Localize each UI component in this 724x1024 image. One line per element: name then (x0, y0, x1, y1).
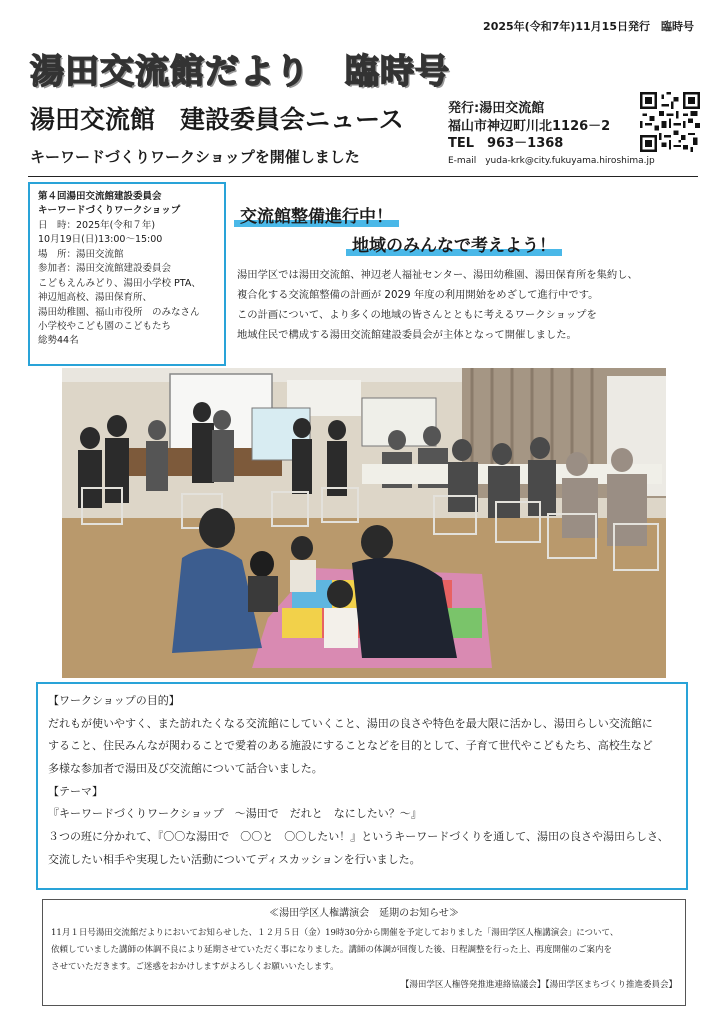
info-line: 10月19日(日)13:00～15:00 (38, 234, 163, 246)
info-line: 場 所：湯田交流館 (38, 248, 124, 260)
info-line: 小学校やこども園のこどもたち (38, 320, 172, 332)
issue-date: 2025年(令和7年)11月15日発行 臨時号 (483, 20, 694, 33)
purpose-line: 多様な参加者で湯田及び交流館について話合いました。 (48, 761, 323, 775)
publisher-label: 発行:湯田交流館 (448, 101, 545, 116)
intro-paragraph (237, 266, 707, 345)
publisher-email[interactable]: E-mail yuda-krk@city.fukuyama.hiroshima.jp (448, 155, 655, 166)
info-line: 総勢44名 (38, 335, 79, 347)
publisher-address: 福山市神辺町川北1126－2 (448, 118, 611, 134)
event-info-box (28, 182, 226, 366)
qr-code-icon[interactable] (640, 92, 700, 152)
newsletter-title: 湯田交流館だより 臨時号 (30, 52, 450, 92)
workshop-purpose-box (36, 682, 688, 890)
publisher-tel: TEL 963－1368 (448, 136, 564, 152)
info-line: 第４回湯田交流館建設委員会 (38, 191, 162, 202)
info-line: 参加者：湯田交流館建設委員会 (38, 263, 172, 275)
purpose-line: だれもが使いやすく、また訪れたくなる交流館にしていくこと、湯田の良さや特色を最大限に活かし、湯田らしい交流館に (48, 716, 653, 730)
info-line: 神辺旭高校、湯田保育所、 (38, 292, 153, 304)
theme-line: ３つの班に分かれて、『〇〇な湯田で 〇〇と 〇〇したい！』というキーワードづくりを通して、湯田の良さや湯田らしさ、 (48, 829, 669, 843)
notice-title: ≪湯田学区人権講演会 延期のお知らせ≫ (269, 908, 459, 919)
notice-line: させていただきます。ご迷惑をおかけしますがよろしくお願いいたします。 (51, 962, 339, 973)
intro-line: この計画について、より多くの地域の皆さんとともに考えるワークショップを (237, 308, 597, 321)
publisher-info (448, 100, 655, 167)
notice-line: 依頼していました講師の体調不良により延期させていただく事になりました。講師の体調が回復した後、日程調整を行った上、再度開催のご案内を (51, 944, 613, 955)
theme-title: 『キーワードづくりワークショップ ～湯田で だれと なにしたい？～』 (48, 807, 422, 821)
header-divider (28, 176, 698, 177)
tagline: キーワードづくりワークショップを開催しました (30, 148, 360, 166)
headline-line-2: 地域のみんなで考えよう！ (346, 231, 562, 256)
purpose-line: すること、住民みんなが関わることで愛着のある施設にすることなどを目的として、子育て世代やこどもたち、高校生など (48, 739, 653, 753)
intro-line: 地域住民で構成する湯田交流館建設委員会が主体となって開催しました。 (237, 328, 577, 341)
newsletter-subtitle: 湯田交流館 建設委員会ニュース (30, 105, 404, 134)
intro-line: 複合化する交流館整備の計画が 2029 年度の利用開始をめざして進行中です。 (237, 288, 599, 301)
info-line: こどもえんみどり、湯田小学校 PTA、 (38, 277, 201, 289)
intro-line: 湯田学区では湯田交流館、神辺老人福祉センター、湯田幼稚園、湯田保育所を集約し、 (237, 269, 638, 281)
theme-heading: 【テーマ】 (48, 784, 103, 798)
purpose-heading: 【ワークショップの目的】 (48, 694, 180, 707)
headline-line-1: 交流館整備進行中！ (234, 202, 399, 227)
info-line: 湯田幼稚園、福山市役所 のみなさん (38, 306, 200, 318)
postponement-notice (42, 899, 686, 1006)
notice-line: 11月１日号湯田交流館だよりにおいてお知らせした、１２月５日（金）19時30分から開催を予定しておりました「湯田学区人権講演会」について、 (51, 927, 619, 938)
theme-line: 交流したい相手や実現したい活動についてディスカッションを行いました。 (48, 852, 421, 866)
notice-footer: 【湯田学区人権啓発推進連絡協議会】【湯田学区まちづくり推進委員会】 (400, 979, 677, 990)
info-line: 日 時：2025年(令和７年) (38, 219, 156, 231)
info-line: キーワードづくりワークショップ (38, 205, 181, 217)
workshop-photo (62, 368, 666, 678)
